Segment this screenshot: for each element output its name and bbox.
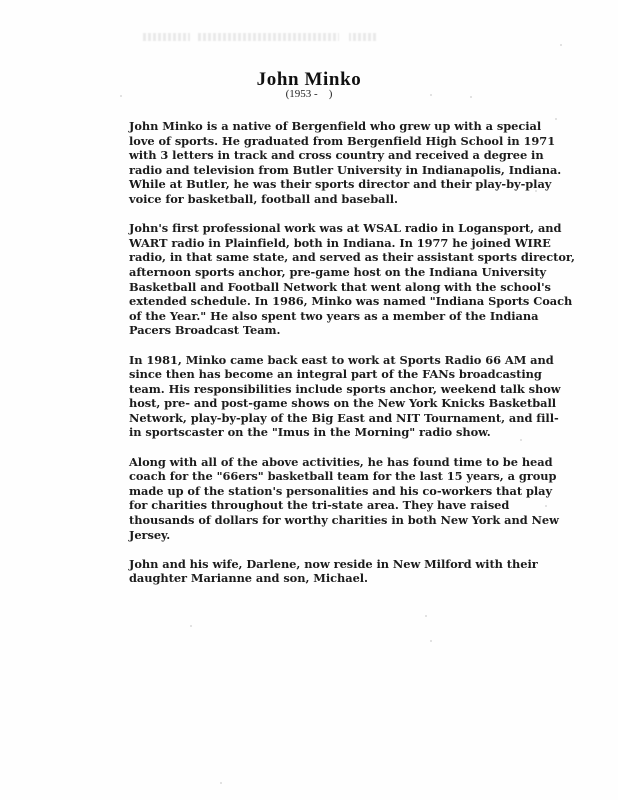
text-line: Jersey. [129, 527, 171, 542]
scan-speck [430, 94, 432, 96]
text-line: for charities throughout the tri-state area. They have raised [129, 498, 510, 513]
text-line: coach for the "66ers" basketball team for the last 15 years, a group [129, 469, 557, 484]
text-line: in sportscaster on the "Imus in the Morning" radio show. [129, 425, 491, 440]
scan-speck [535, 190, 537, 192]
text-line: extended schedule. In 1986, Minko was named "Indiana Sports Coach [129, 294, 573, 309]
text-line: made up of the station's personalities and his co-workers that play [129, 483, 553, 498]
text-line: afternoon sports anchor, pre-game host on the Indiana University [129, 264, 547, 279]
page-title: John Minko [256, 69, 362, 90]
paragraph-fan-career [129, 352, 561, 441]
text-line: WART radio in Plainfield, both in Indiana. In 1977 he joined WIRE [129, 235, 551, 250]
text-line: Network, play-by-play of the Big East and NIT Tournament, and fill- [129, 410, 559, 425]
text-line: Pacers Broadcast Team. [129, 323, 281, 338]
text-line: voice for basketball, football and baseball. [129, 191, 398, 206]
text-line: While at Butler, he was their sports director and their play-by-play [129, 177, 552, 192]
scan-speck [555, 118, 557, 120]
scan-speck [520, 439, 522, 441]
scan-speck [120, 95, 122, 97]
scan-speck [430, 640, 432, 642]
scan-speck [425, 615, 427, 617]
scan-speck [560, 44, 562, 46]
text-line: since then has become an integral part of the FANs broadcasting [129, 367, 542, 382]
biography-body [129, 119, 575, 601]
text-line: John and his wife, Darlene, now reside in New Milford with their [129, 556, 538, 571]
text-line: radio and television from Butler University in Indianapolis, Indiana. [129, 162, 562, 177]
text-line: Basketball and Football Network that went along with the school's [129, 279, 551, 294]
text-line: In 1981, Minko came back east to work at Sports Radio 66 AM and [129, 352, 554, 367]
text-line: of the Year." He also spent two years as a member of the Indiana [129, 308, 539, 323]
paragraph-indiana-career [129, 221, 575, 338]
text-line: host, pre- and post-game shows on the New York Knicks Basketball [129, 396, 556, 411]
paragraph-coaching-charity [129, 454, 559, 543]
text-line: radio, in that same state, and served as their assistant sports director, [129, 250, 575, 265]
scan-speck [220, 782, 222, 784]
text-line: team. His responsibilities include sports anchor, weekend talk show [129, 381, 561, 396]
scan-speck [470, 96, 472, 98]
text-line: John Minko is a native of Bergenfield who grew up with a special [129, 119, 542, 133]
text-line: with 3 letters in track and cross country and received a degree in [129, 148, 544, 163]
scan-speck [545, 505, 547, 507]
faded-header-bleedthrough [143, 33, 378, 41]
life-dates: (1953 - ) [285, 88, 333, 100]
scan-speck [200, 370, 202, 372]
text-line: John's first professional work was at WSAL radio in Logansport, and [129, 221, 562, 236]
ghost-gap [339, 33, 349, 41]
text-line: Along with all of the above activities, he has found time to be head [129, 454, 553, 469]
text-line: daughter Marianne and son, Michael. [129, 571, 368, 586]
paragraph-early-life [129, 119, 562, 207]
text-line: love of sports. He graduated from Bergenfield High School in 1971 [129, 133, 556, 148]
scan-speck [190, 625, 192, 627]
text-line: thousands of dollars for worthy charities in both New York and New [129, 513, 559, 528]
paragraph-family [129, 557, 549, 586]
ghost-gap [190, 33, 198, 41]
